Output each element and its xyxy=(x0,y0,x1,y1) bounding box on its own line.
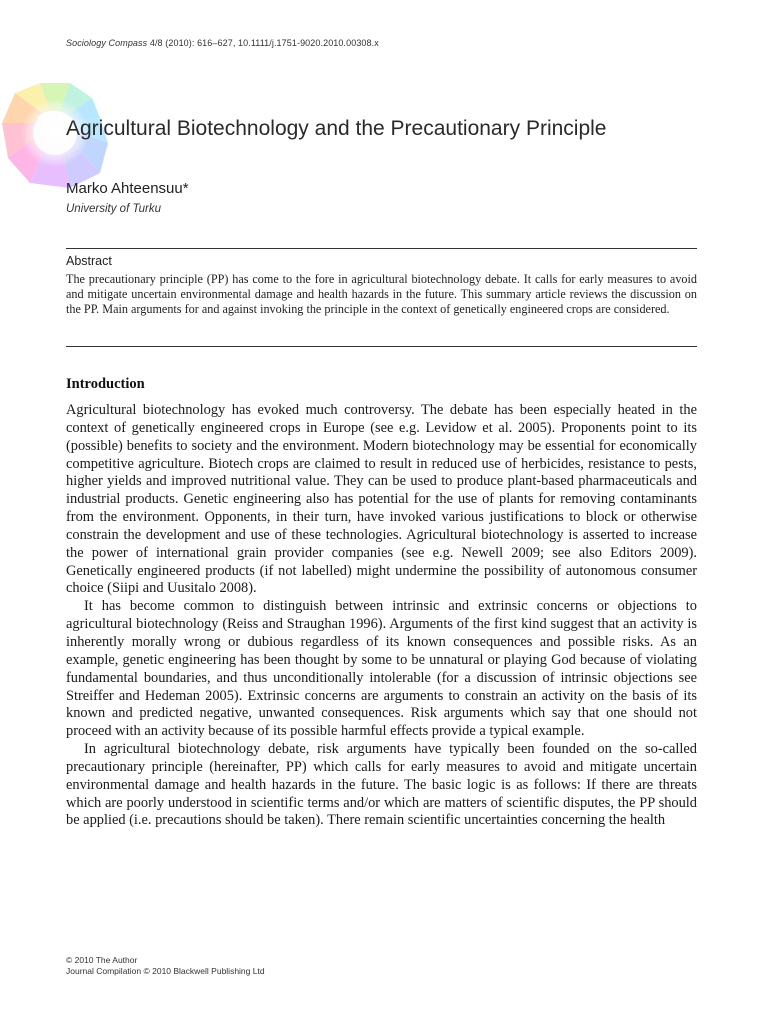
copyright-line: © 2010 The Author xyxy=(66,955,138,965)
body-paragraph: It has become common to distinguish between intrinsic and extrinsic concerns or objections to agricultural biotechnology (Reiss and Straughan 1996). Arguments of the first kind suggest that an activity is inherently morally wrong or dubious regardless of its known consequences and possible risks. As an example, genetic engineering has been thought by some to be unnatural or playing God because of violating fundamental boundaries, and thus unconditionally intolerable (for a discussion of intrinsic objections see Streiffer and Hedeman 2005). Extrinsic concerns are arguments to constrain an activity on the basis of its known and predicted negative, unwanted consequences. Risk arguments which say that one should not proceed with an activity because of its possible harmful effects provide a typical example. xyxy=(66,598,697,740)
abstract-heading: Abstract xyxy=(66,254,112,268)
citation-details: 4/8 (2010): 616–627, 10.1111/j.1751-9020.2010.00308.x xyxy=(147,38,379,48)
journal-citation xyxy=(66,38,379,48)
abstract-top-rule xyxy=(66,248,697,249)
article-body xyxy=(66,402,697,830)
section-heading-introduction: Introduction xyxy=(66,376,145,392)
author-affiliation: University of Turku xyxy=(66,203,162,215)
author-name: Marko Ahteensuu* xyxy=(66,180,189,197)
page-footer xyxy=(66,955,265,976)
body-paragraph: Agricultural biotechnology has evoked much controversy. The debate has been especially heated in the context of genetically engineered crops in Europe (see e.g. Levidow et al. 2005). Proponents point to its (possible) benefits to society and the environment. Modern biotechnology may be essential for economically competitive agriculture. Biotech crops are claimed to result in reduced use of herbicides, resistance to pests, higher yields and improved nutritional value. They can be used to produce plant-based pharmaceuticals and industrial products. Genetic engineering also has potential for the use of plants for removing contaminants from the environment. Opponents, in their turn, have invoked various justifications to block or otherwise constrain the development and use of these technologies. Agricultural biotechnology is asserted to increase the power of international grain provider companies (see e.g. Newell 2009; see also Editors 2009). Genetically engineered products (if not labelled) might undermine the possibility of autonomous consumer choice (Siipi and Uusitalo 2008). xyxy=(66,402,697,597)
abstract-bottom-rule xyxy=(66,346,697,347)
abstract-text: The precautionary principle (PP) has come to the fore in agricultural biotechnology debate. It calls for early measures to avoid and mitigate uncertain environmental damage and health hazards in the future. This summary article reviews the discussion on the PP. Main arguments for and against invoking the principle in the context of genetically engineered crops are considered. xyxy=(66,272,697,317)
body-paragraph: In agricultural biotechnology debate, risk arguments have typically been founded on the so-called precautionary principle (hereinafter, PP) which calls for early measures to avoid and mitigate uncertain environmental damage and health hazards in the future. The basic logic is as follows: If there are threats which are poorly understood in scientific terms and/or which are matters of scientific disputes, the PP should be applied (i.e. precautions should be taken). There remain scientific uncertainties concerning the health xyxy=(66,741,697,829)
article-title: Agricultural Biotechnology and the Precautionary Principle xyxy=(66,117,607,140)
journal-compilation-line: Journal Compilation © 2010 Blackwell Publishing Ltd xyxy=(66,965,265,976)
journal-name: Sociology Compass xyxy=(66,38,148,48)
